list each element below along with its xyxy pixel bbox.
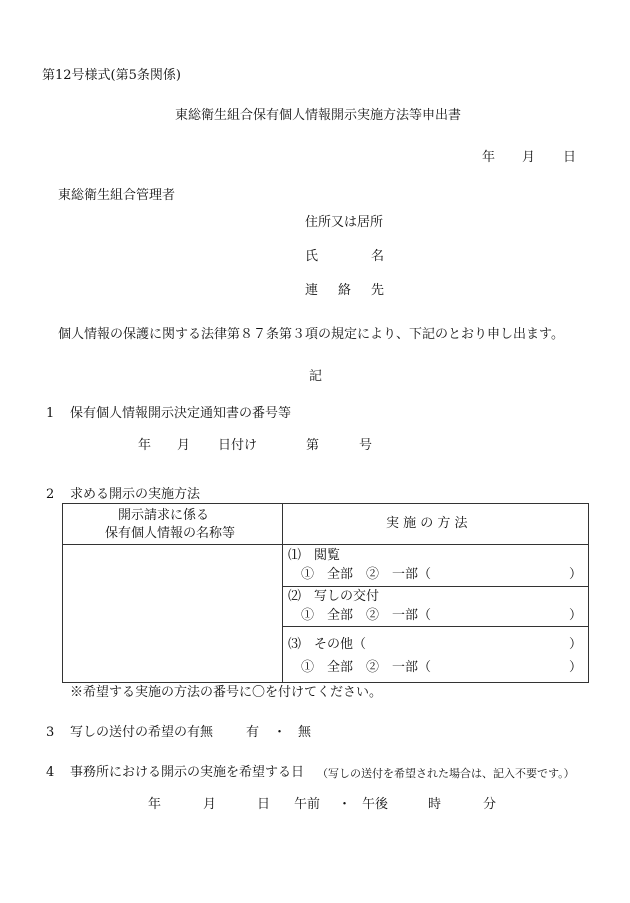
- section4-minute-label: 分: [483, 797, 497, 812]
- section4-am[interactable]: 午前: [294, 797, 321, 812]
- option1-choice[interactable]: ① 全部 ② 一部（: [301, 567, 432, 582]
- name-label-char-2: 名: [371, 249, 385, 264]
- name-label-char-1: 氏: [305, 249, 319, 264]
- option2-copy[interactable]: ⑵ 写しの交付: [288, 589, 380, 604]
- section1-number: 1: [46, 406, 55, 421]
- info-name-cell[interactable]: [63, 545, 282, 682]
- contact-label-char-2: 絡: [338, 283, 352, 298]
- table-row-divider-2: [283, 626, 588, 627]
- header-right: 実 施 の 方 法: [386, 516, 468, 531]
- option3-paren-close: ）: [569, 637, 583, 652]
- section2-note: ※希望する実施の方法の番号に〇を付けてください。: [70, 685, 383, 700]
- section3-label: 写しの送付の希望の有無: [70, 725, 214, 740]
- option3-other[interactable]: ⑶ その他（: [288, 637, 367, 652]
- section4-year-label: 年: [148, 797, 162, 812]
- section2-label: 求める開示の実施方法: [70, 487, 201, 502]
- date-year-label: 年: [482, 150, 496, 165]
- section4-pm[interactable]: 午後: [362, 797, 389, 812]
- contact-label-char-3: 先: [371, 283, 385, 298]
- ki-heading: 記: [309, 369, 323, 384]
- header-left-line2: 保有個人情報の名称等: [105, 526, 236, 541]
- option2-choice[interactable]: ① 全部 ② 一部（: [301, 608, 432, 623]
- section4-number: 4: [46, 765, 55, 780]
- section1-dated-label: 日付け: [218, 438, 258, 453]
- option3-choice-paren-close: ）: [569, 660, 583, 675]
- contact-label-char-1: 連: [305, 283, 319, 298]
- section4-day-label: 日: [257, 797, 271, 812]
- option3-choice[interactable]: ① 全部 ② 一部（: [301, 660, 432, 675]
- section1-go-label: 号: [359, 438, 373, 453]
- header-left-line1: 開示請求に係る: [118, 508, 210, 523]
- section3-number: 3: [46, 725, 55, 740]
- table-row-divider-1: [283, 586, 588, 587]
- section3-yes[interactable]: 有: [246, 725, 260, 740]
- method-table: [62, 503, 589, 683]
- section1-year-label: 年: [138, 438, 152, 453]
- date-day-label: 日: [563, 150, 577, 165]
- section1-month-label: 月: [177, 438, 191, 453]
- address-label: 住所又は居所: [305, 215, 384, 230]
- section4-label: 事務所における開示の実施を希望する日: [70, 765, 305, 780]
- form-number: 第12号様式(第5条関係): [42, 68, 181, 83]
- addressee: 東総衛生組合管理者: [58, 188, 176, 203]
- section4-month-label: 月: [203, 797, 217, 812]
- option1-paren-close: ）: [569, 567, 583, 582]
- section1-dai-label: 第: [306, 438, 320, 453]
- table-column-divider: [282, 504, 283, 682]
- intro-text: 個人情報の保護に関する法律第８７条第３項の規定により、下記のとおり申し出ます。: [58, 327, 564, 342]
- section4-separator: ・: [338, 797, 352, 812]
- option2-paren-close: ）: [569, 608, 583, 623]
- section3-no[interactable]: 無: [298, 725, 312, 740]
- section3-separator: ・: [273, 725, 287, 740]
- form-title: 東総衛生組合保有個人情報開示実施方法等申出書: [175, 108, 462, 123]
- section4-hour-label: 時: [428, 797, 442, 812]
- option1-inspection[interactable]: ⑴ 閲覧: [288, 548, 341, 563]
- date-month-label: 月: [522, 150, 536, 165]
- section1-label: 保有個人情報開示決定通知書の番号等: [70, 406, 292, 421]
- section2-number: 2: [46, 487, 55, 502]
- section4-note: （写しの送付を希望された場合は、記入不要です。）: [317, 767, 575, 780]
